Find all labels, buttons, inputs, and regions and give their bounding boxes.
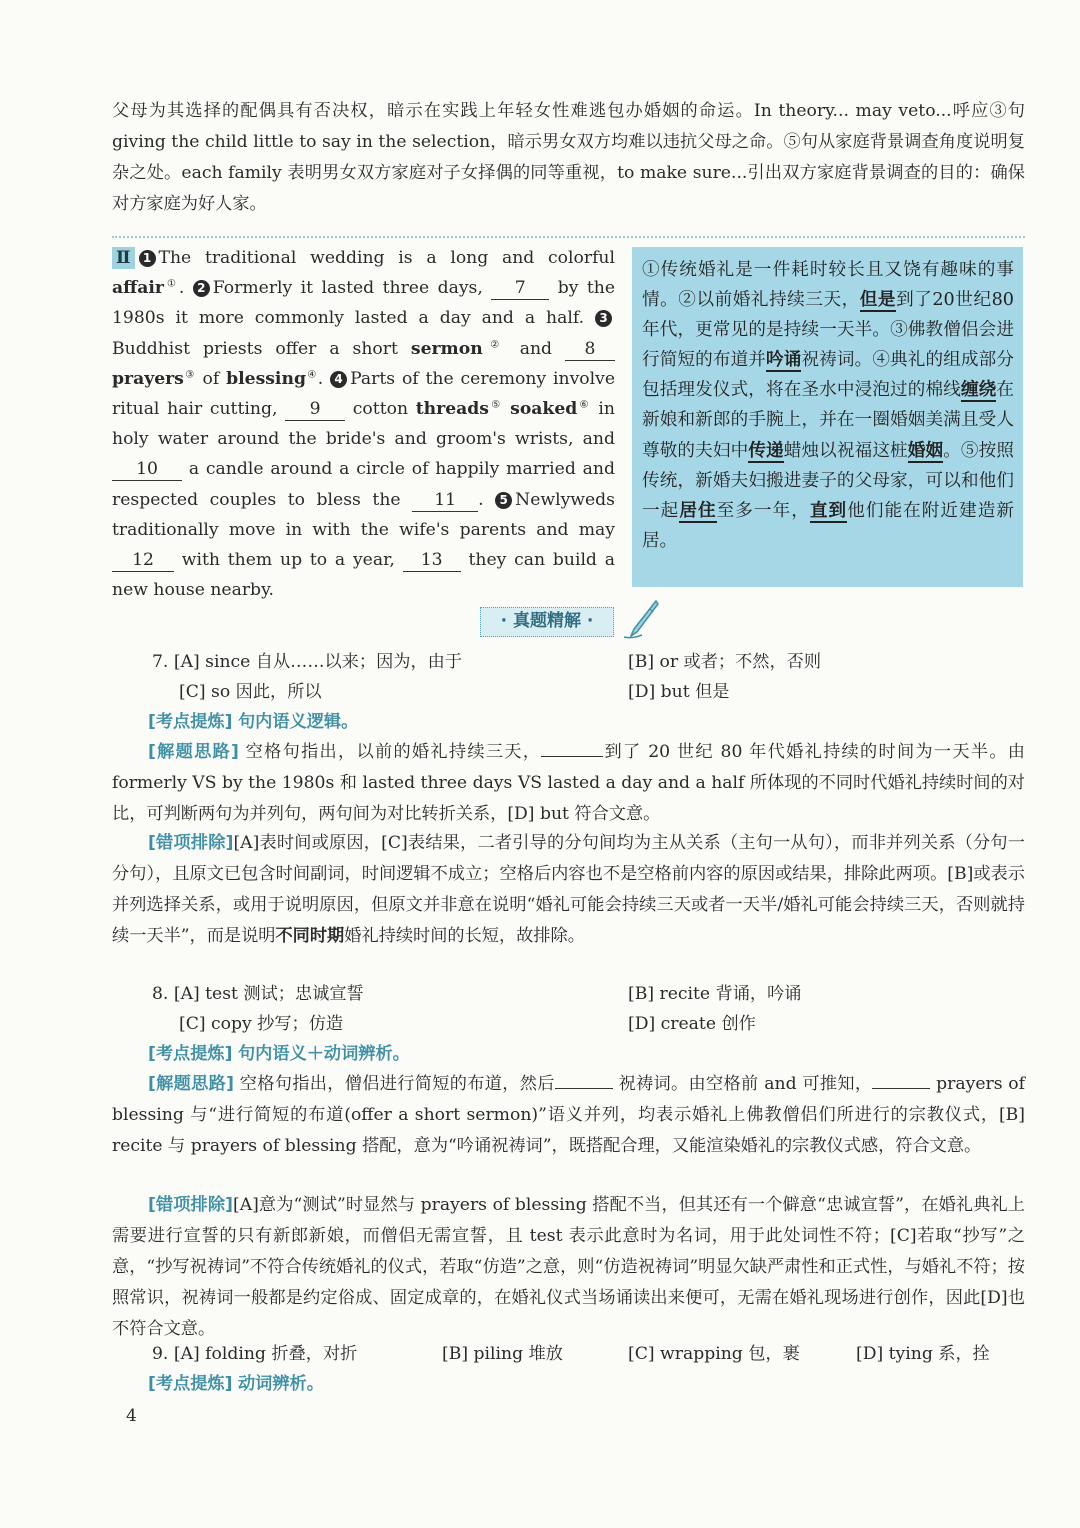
q9-option-c: [C] wrapping 包，裹 xyxy=(628,1344,800,1364)
q9-option-d: [D] tying 系，拴 xyxy=(856,1344,990,1364)
page-number: 4 xyxy=(126,1406,137,1426)
q8-option-b: [B] recite 背诵，吟诵 xyxy=(628,984,802,1004)
key-point-label: [考点提炼] xyxy=(148,712,233,732)
blank-10[interactable]: 10 xyxy=(112,458,182,481)
translation-keyword: 婚姻 xyxy=(907,439,944,461)
sentence-number: 1 xyxy=(139,250,156,267)
q7-key-point xyxy=(148,707,358,738)
sentence-text: Formerly it lasted three days, xyxy=(212,278,483,299)
eliminate-label: [错项排除] xyxy=(148,1195,233,1215)
solution-blank xyxy=(872,1088,930,1089)
sentence-text: The traditional wedding is a long and colorful xyxy=(158,248,615,268)
dotted-divider xyxy=(112,236,1025,238)
sentence-number: 2 xyxy=(193,280,210,297)
sentence-text: with them up to a year, xyxy=(181,550,395,571)
sentence-text: in holy water around the bride's and groom's wrists, and xyxy=(112,399,616,450)
solution-label: [解题思路] xyxy=(148,1074,235,1094)
pen-icon xyxy=(620,599,660,641)
q9-option-b: [B] piling 堆放 xyxy=(442,1344,563,1364)
q7-option-d: [D] but 但是 xyxy=(628,682,730,702)
solution-text: 空格句指出，僧侣进行简短的布道，然后 xyxy=(239,1074,555,1094)
footnote-mark: ③ xyxy=(183,369,196,381)
translation-keyword: 直到 xyxy=(809,499,848,521)
translation-text: 到了20世纪80年代，更常见的是持续一天半。③佛教僧侣会进行简短的布道并 xyxy=(642,290,1014,371)
eliminate-bold: 不同时期 xyxy=(275,926,345,946)
translation-text: 蜡烛以祝福这桩 xyxy=(783,440,908,461)
q8-solution xyxy=(112,1069,1025,1162)
sentence-text: Newlyweds traditionally move in with the wife's parents and may xyxy=(112,489,615,540)
translation-keyword: 但是 xyxy=(859,289,897,311)
footnote-mark: ④ xyxy=(305,369,318,381)
q8-option-d: [D] create 创作 xyxy=(628,1014,756,1034)
solution-blank xyxy=(541,756,603,757)
solution-text: 到了 20 世纪 80 年代婚礼持续的时间为一天半。由 formerly VS by the 1980s 和 lasted three days VS lasted a day and a half 所体现的不同时代婚礼持续时间的对比，可判断两句为并列句，两句间为对比转折关系，[D] but 符合文意。 xyxy=(112,742,1025,824)
translation-box xyxy=(632,247,1023,587)
translation-keyword: 传递 xyxy=(748,439,784,461)
key-point-label: [考点提炼] xyxy=(148,1044,233,1064)
blank-7[interactable]: 7 xyxy=(491,277,549,300)
solution-blank xyxy=(555,1088,613,1089)
translation-keyword: 吟诵 xyxy=(766,349,802,371)
sentence-number: 4 xyxy=(330,371,347,388)
q7-option-a: 7. [A] since 自从……以来；因为，由于 xyxy=(152,652,463,672)
translation-text: 祝祷词。④典礼的组成部分包括理发仪式，将在圣水中浸泡过的棉线 xyxy=(642,350,1014,401)
passage: Ⅱ 1 The traditional wedding is a long and colorful affair①. 2 Formerly it lasted three days, 7 by the 1980s it more commonly lasted a day and a half. 3Buddhist priests offer a short sermon② and 8 prayers③ of blessing④. 4 Parts of the ceremony involve ritual hair cutting, 9 cotton threads⑤ soaked⑥ in holy water around the bride's and groom's wrists, and 10 a candle around a circle of happily married and respected couples to bless the 11 . 5 Newlyweds traditionally move in with the wife's parents and may 12 with them up to a year, 13 they can build a new house nearby. xyxy=(112,248,616,601)
sentence-text: and xyxy=(506,338,565,359)
solution-text: 祝祷词。由空格前 and 可推知， xyxy=(618,1074,873,1094)
vocab-word: blessing xyxy=(226,368,306,389)
q8-key-point xyxy=(148,1039,410,1070)
translation-keyword: 居住 xyxy=(679,499,717,521)
q9-option-a: 9. [A] folding 折叠，对折 xyxy=(152,1344,358,1364)
translation-text: ①传统婚礼是一件耗时较长且又饶有趣味的事情。②以前婚礼持续三天， xyxy=(642,260,1014,311)
sentence-number: 3 xyxy=(595,310,612,327)
sentence-text: cotton xyxy=(345,399,416,420)
top-paragraph: 父母为其选择的配偶具有否决权，暗示在实践上年轻女性难逃包办婚姻的命运。In theory... may veto...呼应③句 giving the child little to say in the selection，暗示男女双方均难以违抗父母之命。⑤句从家庭背景调查角度说明复杂之处。each family 表明男女双方家庭对子女择偶的同等重视，to make sure...引出双方家庭背景调查的目的：确保对方家庭为好人家。 xyxy=(112,101,1025,214)
eliminate-text: [A]意为“测试”时显然与 prayers of blessing 搭配不当，但其还有一个僻意“忠诚宣誓”，在婚礼典礼上需要进行宣誓的只有新郎新娘，而僧侣无需宣誓，且 test 表示此意时为名词，用于此处词性不符；[C]若取“抄写”之意，“抄写祝祷词”不符合传统婚礼的仪式，若取“仿造”之意，则“仿造祝祷词”明显欠缺严肃性和正式性，与婚礼不符；按照常识，祝祷词一般都是约定俗成、固定成章的，在婚礼仪式当场诵读出来便可，无需在婚礼现场进行创作，因此[D]也不符合文意。 xyxy=(112,1195,1025,1339)
eliminate-text: [A]表时间或原因，[C]表结果，二者引导的分句间均为主从关系（主句一从句），而非并列关系（分句一分句），且原文已包含时间副词，时间逻辑不成立；空格后内容也不是空格前内容的原因或结果，排除此两项。[B]或表示并列选择关系，或用于说明原因，但原文并非意在说明“婚礼可能会持续三天或者一天半/婚礼可能会持续三天，否则就持续一天半”，而是说明 xyxy=(112,833,1025,946)
section-mark: Ⅱ xyxy=(112,247,135,269)
vocab-word: affair xyxy=(112,278,164,299)
footnote-mark: ① xyxy=(163,278,179,290)
q8-eliminate xyxy=(112,1190,1025,1345)
eliminate-text: 婚礼持续时间的长短，故排除。 xyxy=(344,926,585,946)
vocab-word: sermon xyxy=(410,338,483,359)
sentence-text: they can build a new house nearby. xyxy=(112,550,615,601)
blank-8[interactable]: 8 xyxy=(565,338,615,361)
q7-option-b: [B] or 或者；不然，否则 xyxy=(628,652,822,672)
solution-text: prayers of blessing 与“进行简短的布道(offer a short sermon)”语义并列，均表示婚礼上佛教僧侣们所进行的宗教仪式，[B] recite 与 prayers of blessing 搭配，意为“吟诵祝祷词”，既搭配合理，又能渲染婚礼的宗教仪式感，符合文意。 xyxy=(112,1074,1026,1156)
translation-keyword: 缠绕 xyxy=(960,379,997,401)
q7-eliminate xyxy=(112,828,1025,952)
footnote-mark: ② xyxy=(482,338,507,350)
sentence-number: 5 xyxy=(495,492,512,509)
footnote-mark: ⑥ xyxy=(577,399,591,411)
sentence-text: by the 1980s it more commonly lasted a day and a half. xyxy=(112,278,616,329)
key-point-text: 句内语义逻辑。 xyxy=(237,712,359,732)
translation-text: 在新娘和新郎的手腕上，并在一圈婚姻美满且受人尊敬的夫妇中 xyxy=(642,380,1014,461)
blank-12[interactable]: 12 xyxy=(112,549,174,572)
blank-11[interactable]: 11 xyxy=(412,489,478,512)
key-point-label: [考点提炼] xyxy=(148,1374,233,1394)
blank-13[interactable]: 13 xyxy=(403,549,461,572)
key-point-text: 句内语义＋动词辨析。 xyxy=(237,1044,410,1064)
translation-text: 。⑤按照传统，新婚夫妇搬进妻子的父母家，可以和他们一起 xyxy=(642,440,1014,521)
section-header: · 真题精解 · xyxy=(480,607,614,637)
translation-text: 他们能在附近建造新居。 xyxy=(642,500,1014,551)
translation-text: 至多一年， xyxy=(716,500,810,521)
blank-9[interactable]: 9 xyxy=(285,398,345,421)
solution-label: [解题思路] xyxy=(148,742,239,762)
sentence-text: of xyxy=(195,368,227,389)
key-point-text: 动词辨析。 xyxy=(237,1374,324,1394)
solution-text: 空格句指出，以前的婚礼持续三天， xyxy=(245,742,542,762)
q8-option-c: [C] copy 抄写；仿造 xyxy=(179,1014,344,1034)
vocab-word: prayers xyxy=(112,368,184,389)
sentence-text: Parts of the ceremony involve ritual hair cutting, xyxy=(112,368,616,420)
eliminate-label: [错项排除] xyxy=(148,833,234,853)
q9-key-point xyxy=(148,1369,324,1400)
q7-solution xyxy=(112,737,1025,830)
q7-option-c: [C] so 因此，所以 xyxy=(179,682,322,702)
vocab-word: soaked xyxy=(510,399,578,420)
sentence-text: a candle around a circle of happily married and respected couples to bless the xyxy=(112,459,615,510)
vocab-word: threads xyxy=(415,399,489,420)
footnote-mark: ⑤ xyxy=(488,399,503,411)
sentence-text: Buddhist priests offer a short xyxy=(112,338,411,359)
q8-option-a: 8. [A] test 测试；忠诚宣誓 xyxy=(152,984,364,1004)
